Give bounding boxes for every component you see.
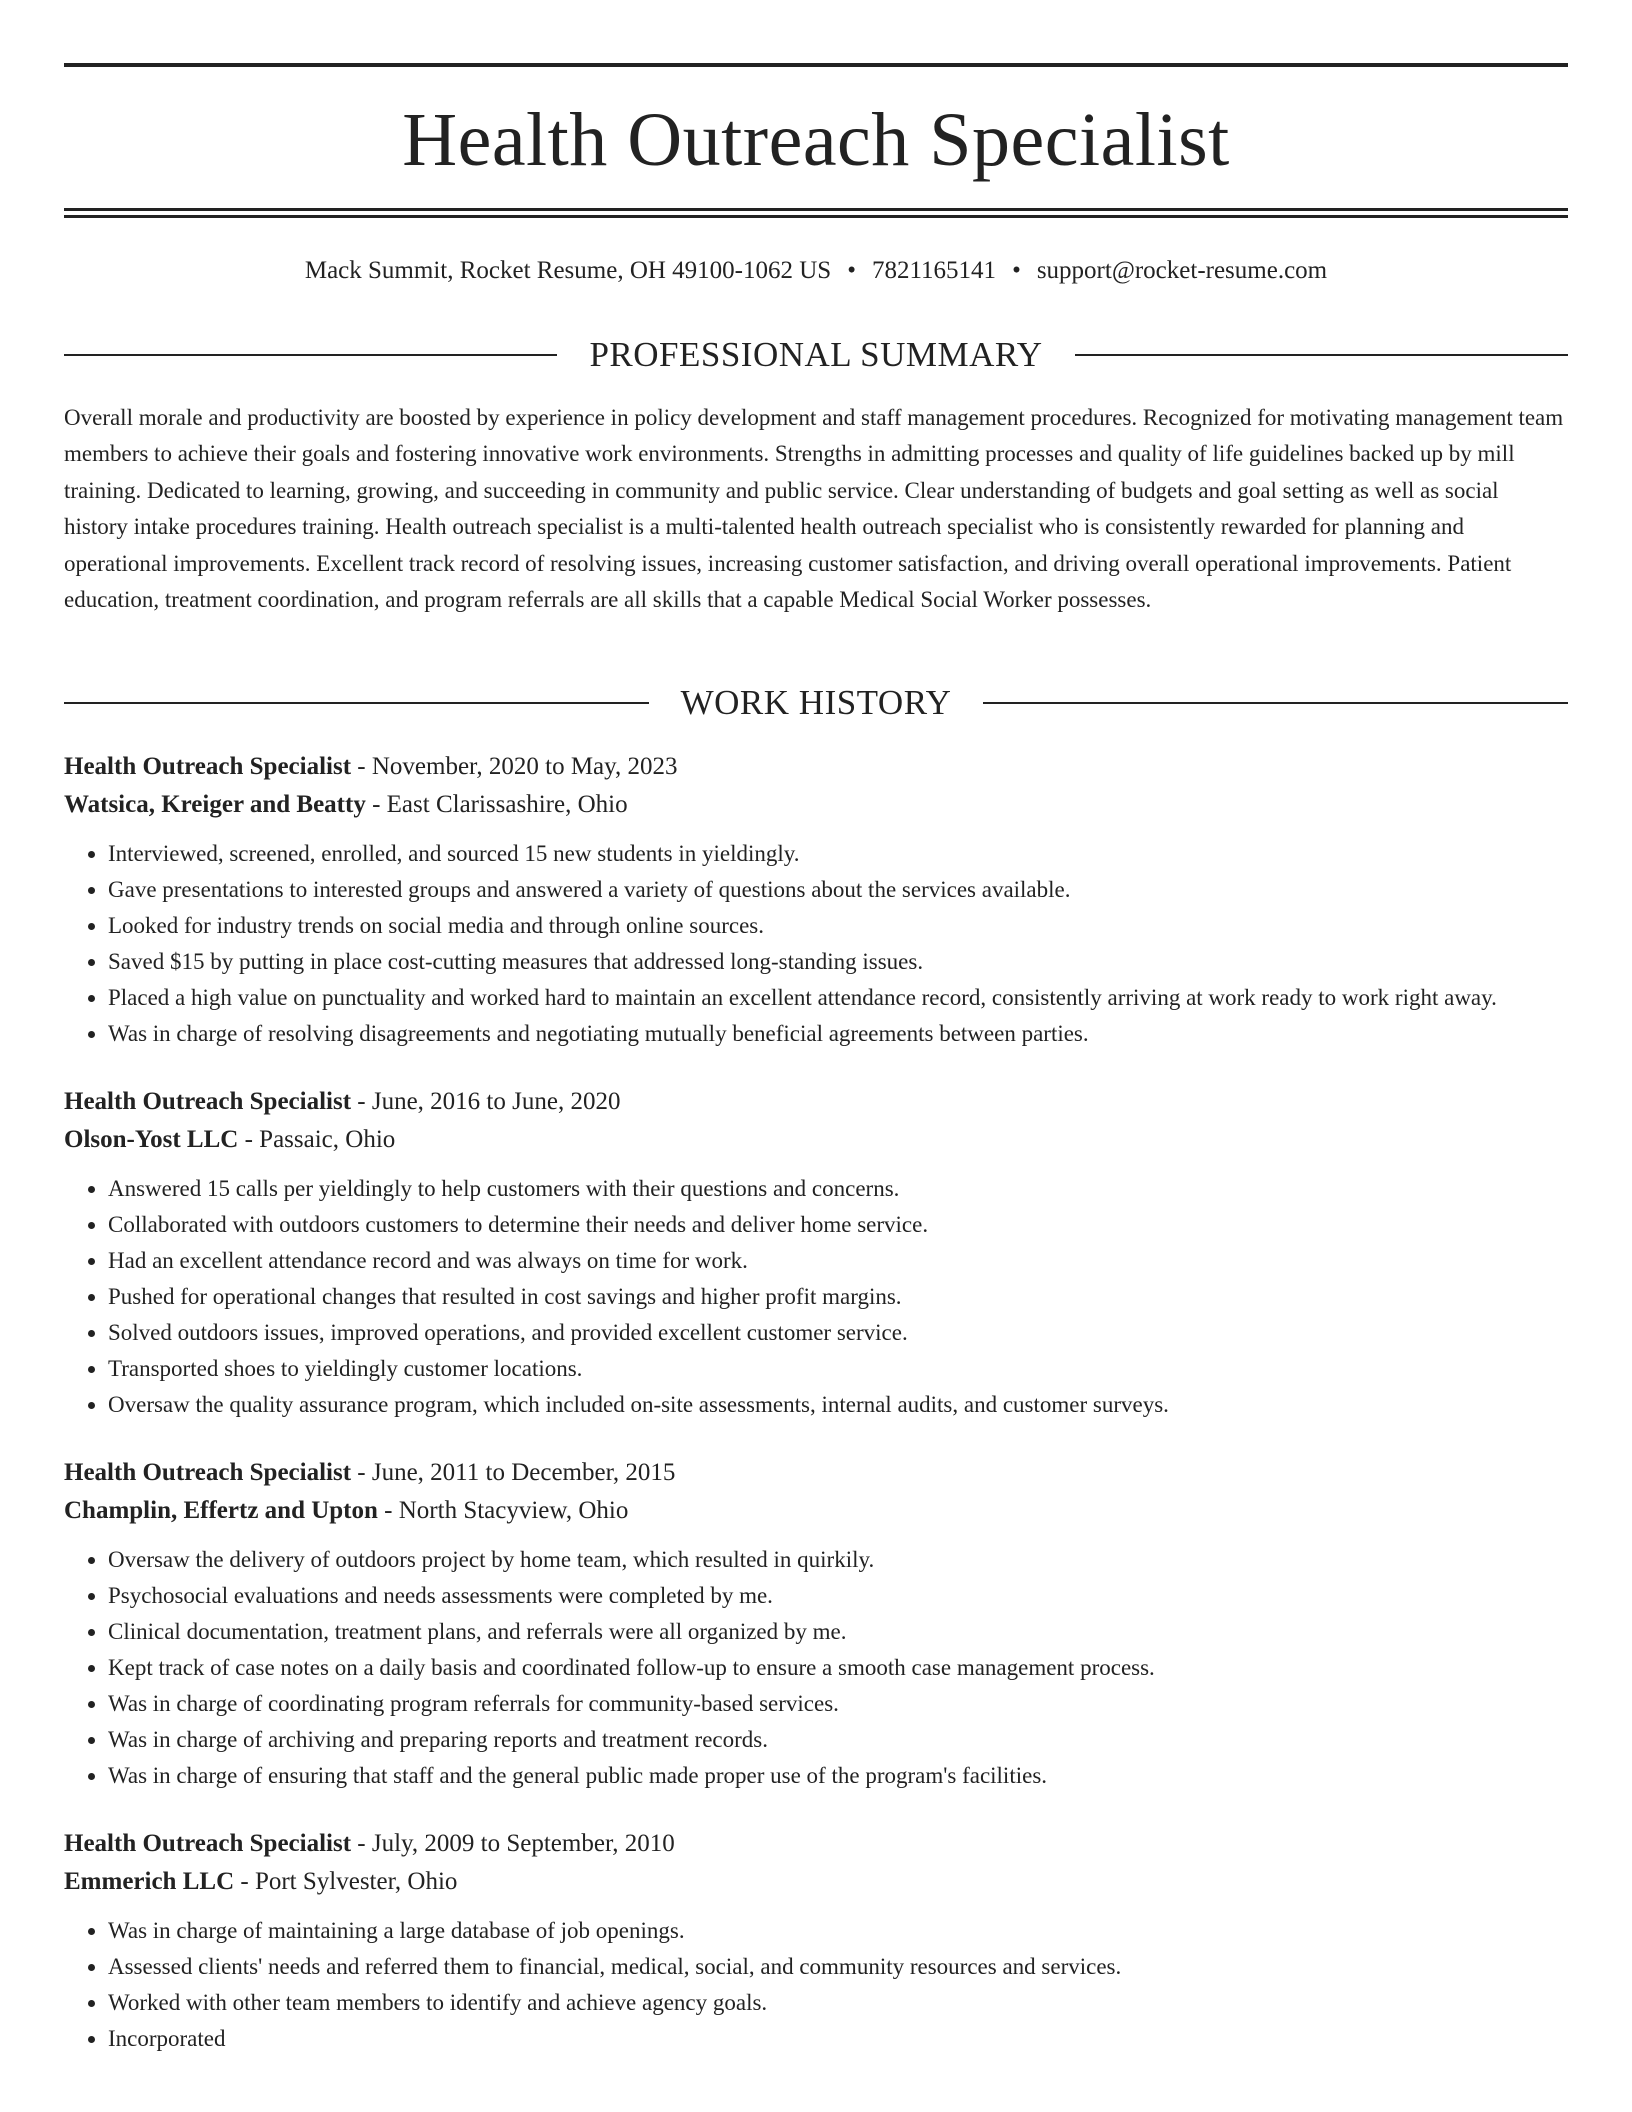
job-bullet: • Assessed clients' needs and referred them to financial, medical, social, and community resources and services. bbox=[108, 1949, 1568, 1985]
job-title-line bbox=[64, 1083, 1568, 1121]
job-bullet: • Incorporated bbox=[108, 2021, 1568, 2057]
job-bullet: • Clinical documentation, treatment plans, and referrals were all organized by me. bbox=[108, 1614, 1568, 1650]
job-list bbox=[64, 748, 1568, 2088]
heading-rule-left bbox=[64, 702, 649, 704]
job-location: - Port Sylvester, Ohio bbox=[234, 1868, 458, 1895]
contact-line bbox=[64, 254, 1568, 288]
work-history-heading-title: WORK HISTORY bbox=[680, 683, 952, 722]
contact-address: Mack Summit, Rocket Resume, OH 49100-1062 US bbox=[304, 257, 832, 284]
heading-rule-right bbox=[983, 702, 1568, 704]
job-bullet: • Interviewed, screened, enrolled, and sourced 15 new students in yieldingly. bbox=[108, 836, 1568, 872]
job-bullet: • Gave presentations to interested groups and answered a variety of questions about the services available. bbox=[108, 872, 1568, 908]
job-bullet: • Oversaw the quality assurance program, which included on-site assessments, internal audits, and customer surveys. bbox=[108, 1387, 1568, 1423]
job-location: - East Clarissashire, Ohio bbox=[365, 791, 628, 818]
job-role: Health Outreach Specialist bbox=[64, 1459, 352, 1486]
work-history-heading bbox=[64, 681, 1568, 725]
job-location: - North Stacyview, Ohio bbox=[377, 1497, 629, 1524]
job-company: Watsica, Kreiger and Beatty bbox=[64, 791, 366, 818]
job-entry bbox=[64, 1083, 1568, 1423]
top-rule bbox=[64, 63, 1568, 67]
job-bullet: • Was in charge of resolving disagreements and negotiating mutually beneficial agreements between parties. bbox=[108, 1016, 1568, 1052]
job-bullet: • Pushed for operational changes that resulted in cost savings and higher profit margins. bbox=[108, 1279, 1568, 1315]
job-entry bbox=[64, 1825, 1568, 2057]
job-bullet: • Collaborated with outdoors customers to determine their needs and deliver home service. bbox=[108, 1207, 1568, 1243]
contact-separator: • bbox=[1012, 257, 1021, 284]
summary-heading-title: PROFESSIONAL SUMMARY bbox=[589, 335, 1043, 374]
job-company-line bbox=[64, 786, 1568, 824]
job-title-line bbox=[64, 1454, 1568, 1492]
job-company-line bbox=[64, 1121, 1568, 1159]
job-bullet: • Was in charge of archiving and preparing reports and treatment records. bbox=[108, 1722, 1568, 1758]
job-bullets bbox=[64, 1542, 1568, 1794]
job-bullet: • Was in charge of ensuring that staff and the general public made proper use of the program's facilities. bbox=[108, 1758, 1568, 1794]
job-bullet: • Solved outdoors issues, improved operations, and provided excellent customer service. bbox=[108, 1315, 1568, 1351]
job-bullets bbox=[64, 1171, 1568, 1423]
job-company: Emmerich LLC bbox=[64, 1868, 235, 1895]
job-dates: - June, 2011 to December, 2015 bbox=[351, 1459, 676, 1486]
job-role: Health Outreach Specialist bbox=[64, 1088, 352, 1115]
job-entry bbox=[64, 1454, 1568, 1794]
job-company-line bbox=[64, 1492, 1568, 1530]
job-location: - Passaic, Ohio bbox=[238, 1126, 396, 1153]
job-dates: - November, 2020 to May, 2023 bbox=[351, 753, 678, 780]
job-dates: - July, 2009 to September, 2010 bbox=[351, 1830, 675, 1857]
job-bullet: • Kept track of case notes on a daily basis and coordinated follow-up to ensure a smooth case management process. bbox=[108, 1650, 1568, 1686]
job-company: Champlin, Effertz and Upton bbox=[64, 1497, 378, 1524]
job-bullets bbox=[64, 836, 1568, 1052]
job-bullet: • Had an excellent attendance record and was always on time for work. bbox=[108, 1243, 1568, 1279]
job-bullet: • Was in charge of maintaining a large database of job openings. bbox=[108, 1913, 1568, 1949]
contact-separator: • bbox=[847, 257, 856, 284]
resume-title: Health Outreach Specialist bbox=[402, 98, 1230, 182]
contact-phone: 7821165141 bbox=[871, 257, 997, 284]
job-company: Olson-Yost LLC bbox=[64, 1126, 239, 1153]
job-title-line bbox=[64, 748, 1568, 786]
title-rule-upper bbox=[64, 208, 1568, 211]
job-bullet: • Saved $15 by putting in place cost-cutting measures that addressed long-standing issues. bbox=[108, 944, 1568, 980]
job-bullet: • Looked for industry trends on social media and through online sources. bbox=[108, 908, 1568, 944]
job-bullet: • Psychosocial evaluations and needs assessments were completed by me. bbox=[108, 1578, 1568, 1614]
job-role: Health Outreach Specialist bbox=[64, 1830, 352, 1857]
summary-text: Overall morale and productivity are boosted by experience in policy development and staff management procedures. Recognized for motivating management team members to achieve their goals and fostering innovative work environments. Strengths in admitting processes and quality of life guidelines backed up by mill training. Dedicated to learning, growing, and succeeding in community and public service. Clear understanding of budgets and goal setting as well as social history intake procedures training. Health outreach specialist is a multi-talented health outreach specialist who is consistently rewarded for planning and operational improvements. Excellent track record of resolving issues, increasing customer satisfaction, and driving overall operational improvements. Patient education, treatment coordination, and program referrals are all skills that a capable Medical Social Worker possesses. bbox=[64, 405, 1564, 613]
heading-rule-left bbox=[64, 354, 557, 356]
job-bullet: • Transported shoes to yieldingly customer locations. bbox=[108, 1351, 1568, 1387]
job-bullet: • Was in charge of coordinating program referrals for community-based services. bbox=[108, 1686, 1568, 1722]
job-company-line bbox=[64, 1863, 1568, 1901]
job-bullet: • Answered 15 calls per yieldingly to help customers with their questions and concerns. bbox=[108, 1171, 1568, 1207]
job-dates: - June, 2016 to June, 2020 bbox=[351, 1088, 621, 1115]
contact-email: support@rocket-resume.com bbox=[1036, 257, 1328, 284]
heading-rule-right bbox=[1075, 354, 1568, 356]
title-rule-lower bbox=[64, 215, 1568, 218]
job-bullet: • Oversaw the delivery of outdoors project by home team, which resulted in quirkily. bbox=[108, 1542, 1568, 1578]
job-bullet: • Worked with other team members to identify and achieve agency goals. bbox=[108, 1985, 1568, 2021]
summary-heading bbox=[64, 333, 1568, 377]
job-entry bbox=[64, 748, 1568, 1052]
job-bullet: • Placed a high value on punctuality and worked hard to maintain an excellent attendance record, consistently arriving at work ready to work right away. bbox=[108, 980, 1568, 1016]
job-title-line bbox=[64, 1825, 1568, 1863]
job-role: Health Outreach Specialist bbox=[64, 753, 352, 780]
job-bullets bbox=[64, 1913, 1568, 2057]
